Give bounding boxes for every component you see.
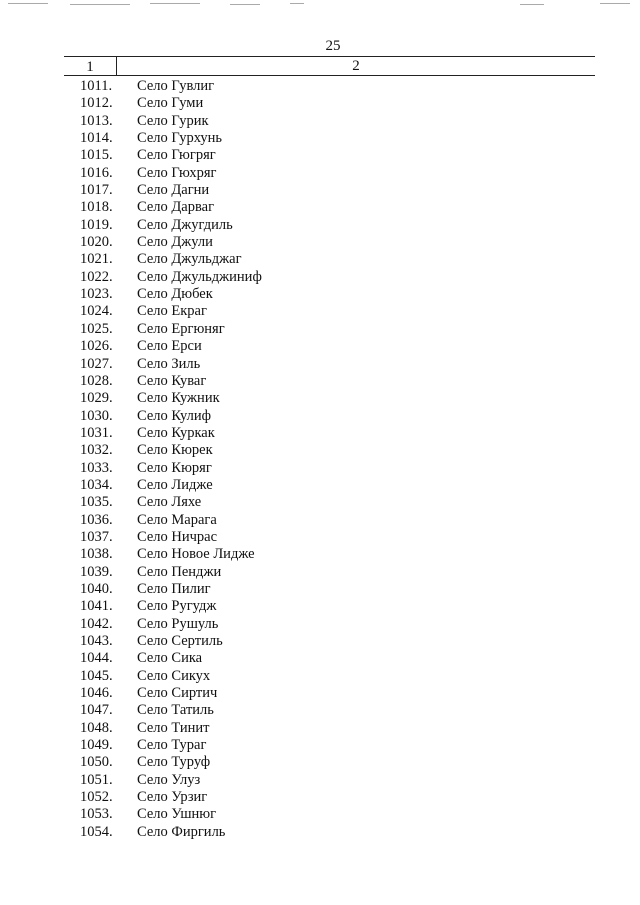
- list-item: [0, 598, 640, 615]
- settlement-name: Село Дарваг: [137, 199, 215, 216]
- settlement-name: Село Ерси: [137, 338, 202, 355]
- list-item: [0, 546, 640, 563]
- entry-number: 1049.: [80, 737, 113, 754]
- entry-number: 1037.: [80, 528, 113, 545]
- list-item: [0, 147, 640, 164]
- entry-number: 1040.: [80, 580, 113, 597]
- entry-number: 1030.: [80, 407, 113, 424]
- entry-number: 1031.: [80, 424, 113, 441]
- list-item: [0, 460, 640, 477]
- entry-number: 1016.: [80, 164, 113, 181]
- entry-number: 1051.: [80, 771, 113, 788]
- list-item: [0, 529, 640, 546]
- entry-number: 1033.: [80, 459, 113, 476]
- entry-number: 1011.: [80, 78, 113, 94]
- settlement-name: Село Екраг: [137, 303, 207, 320]
- entry-number: 1032.: [80, 442, 113, 459]
- entry-number: 1015.: [80, 147, 113, 164]
- settlement-name: Село Кюрек: [137, 442, 213, 459]
- list-item: [0, 806, 640, 823]
- settlement-name: Село Ергюняг: [137, 320, 225, 337]
- list-item: [0, 286, 640, 303]
- list-item: [0, 78, 640, 95]
- list-item: [0, 512, 640, 529]
- list-item: [0, 442, 640, 459]
- settlement-name: Село Кулиф: [137, 407, 211, 424]
- entry-number: 1041.: [80, 598, 113, 615]
- settlement-name: Село Джульджаг: [137, 251, 242, 268]
- entry-number: 1054.: [80, 823, 113, 840]
- entry-number: 1028.: [80, 372, 113, 389]
- settlement-name: Село Пенджи: [137, 563, 222, 580]
- settlement-name: Село Куркак: [137, 424, 215, 441]
- list-item: [0, 754, 640, 771]
- list-item: [0, 581, 640, 598]
- entry-number: 1044.: [80, 650, 113, 667]
- list-item: [0, 702, 640, 719]
- list-item: [0, 390, 640, 407]
- settlement-name: Село Куваг: [137, 372, 207, 389]
- entry-number: 1048.: [80, 719, 113, 736]
- entry-number: 1046.: [80, 685, 113, 702]
- list-item: [0, 234, 640, 251]
- entry-number: 1042.: [80, 615, 113, 632]
- table-header: [64, 56, 595, 76]
- list-item: [0, 408, 640, 425]
- settlement-name: Село Ушнюг: [137, 806, 217, 823]
- settlement-name: Село Сиртич: [137, 685, 218, 702]
- list-item: [0, 373, 640, 390]
- settlement-name: Село Дюбек: [137, 286, 213, 303]
- list-item: [0, 182, 640, 199]
- list-item: [0, 269, 640, 286]
- page-number: 25: [325, 38, 341, 54]
- entry-number: 1034.: [80, 476, 113, 493]
- settlement-name: Село Джульджиниф: [137, 268, 262, 285]
- settlement-name: Село Гюхряг: [137, 164, 217, 181]
- scan-artifact: [8, 3, 48, 4]
- scan-artifact: [230, 4, 260, 5]
- settlement-list: [0, 78, 640, 841]
- settlement-name: Село Тураг: [137, 737, 207, 754]
- list-item: [0, 130, 640, 147]
- settlement-name: Село Кюряг: [137, 459, 212, 476]
- list-item: [0, 338, 640, 355]
- scan-artifact: [150, 3, 200, 4]
- entry-number: 1050.: [80, 754, 113, 771]
- list-item: [0, 685, 640, 702]
- settlement-name: Село Гуми: [137, 95, 204, 112]
- entry-number: 1026.: [80, 338, 113, 355]
- settlement-name: Село Ничрас: [137, 528, 218, 545]
- entry-number: 1022.: [80, 268, 113, 285]
- settlement-name: Село Ругудж: [137, 598, 217, 615]
- list-item: [0, 425, 640, 442]
- list-item: [0, 650, 640, 667]
- entry-number: 1017.: [80, 182, 113, 199]
- settlement-name: Село Джугдиль: [137, 216, 233, 233]
- settlement-name: Село Рушуль: [137, 615, 219, 632]
- settlement-name: Село Сика: [137, 650, 203, 667]
- settlement-name: Село Сикух: [137, 667, 211, 684]
- list-item: [0, 772, 640, 789]
- list-item: [0, 668, 640, 685]
- settlement-name: Село Дагни: [137, 182, 210, 199]
- entry-number: 1027.: [80, 355, 113, 372]
- entry-number: 1035.: [80, 494, 113, 511]
- list-item: [0, 217, 640, 234]
- list-item: [0, 356, 640, 373]
- list-item: [0, 789, 640, 806]
- list-item: [0, 321, 640, 338]
- entry-number: 1020.: [80, 234, 113, 251]
- settlement-name: Село Ляхе: [137, 494, 202, 511]
- settlement-name: Село Улуз: [137, 771, 201, 788]
- settlement-name: Село Сертиль: [137, 633, 223, 649]
- settlement-name: Село Джули: [137, 234, 213, 251]
- settlement-name: Село Лидже: [137, 476, 213, 493]
- scan-artifact: [600, 3, 630, 4]
- list-item: [0, 113, 640, 130]
- scan-artifact: [70, 4, 130, 5]
- list-item: [0, 564, 640, 581]
- list-item: [0, 165, 640, 182]
- settlement-name: Село Пилиг: [137, 580, 211, 597]
- entry-number: 1036.: [80, 511, 113, 528]
- list-item: [0, 95, 640, 112]
- entry-number: 1039.: [80, 563, 113, 580]
- scan-artifact: [520, 4, 544, 5]
- settlement-name: Село Тинит: [137, 719, 210, 736]
- list-item: [0, 720, 640, 737]
- entry-number: 1029.: [80, 390, 113, 407]
- entry-number: 1013.: [80, 112, 113, 129]
- settlement-name: Село Туруф: [137, 754, 211, 771]
- column-header-2: 2: [352, 58, 360, 74]
- settlement-name: Село Татиль: [137, 702, 214, 719]
- settlement-name: Село Гурхунь: [137, 130, 223, 147]
- settlement-name: Село Новое Лидже: [137, 546, 255, 563]
- scan-artifact: [290, 3, 304, 4]
- entry-number: 1043.: [80, 633, 113, 649]
- entry-number: 1052.: [80, 789, 113, 806]
- settlement-name: Село Зиль: [137, 355, 201, 372]
- entry-number: 1025.: [80, 320, 113, 337]
- column-header-1: 1: [64, 57, 117, 75]
- entry-number: 1047.: [80, 702, 113, 719]
- entry-number: 1014.: [80, 130, 113, 147]
- list-item: [0, 633, 640, 650]
- entry-number: 1018.: [80, 199, 113, 216]
- settlement-name: Село Урзиг: [137, 789, 208, 806]
- settlement-name: Село Гурик: [137, 112, 209, 129]
- settlement-name: Село Гувлиг: [137, 78, 215, 94]
- list-item: [0, 477, 640, 494]
- entry-number: 1023.: [80, 286, 113, 303]
- list-item: [0, 616, 640, 633]
- list-item: [0, 824, 640, 841]
- entry-number: 1019.: [80, 216, 113, 233]
- entry-number: 1024.: [80, 303, 113, 320]
- entry-number: 1045.: [80, 667, 113, 684]
- settlement-name: Село Гюгряг: [137, 147, 216, 164]
- entry-number: 1053.: [80, 806, 113, 823]
- entry-number: 1038.: [80, 546, 113, 563]
- settlement-name: Село Кужник: [137, 390, 220, 407]
- entry-number: 1012.: [80, 95, 113, 112]
- settlement-name: Село Марага: [137, 511, 217, 528]
- entry-number: 1021.: [80, 251, 113, 268]
- list-item: [0, 251, 640, 268]
- list-item: [0, 199, 640, 216]
- settlement-name: Село Фиргиль: [137, 823, 226, 840]
- list-item: [0, 494, 640, 511]
- list-item: [0, 737, 640, 754]
- list-item: [0, 303, 640, 320]
